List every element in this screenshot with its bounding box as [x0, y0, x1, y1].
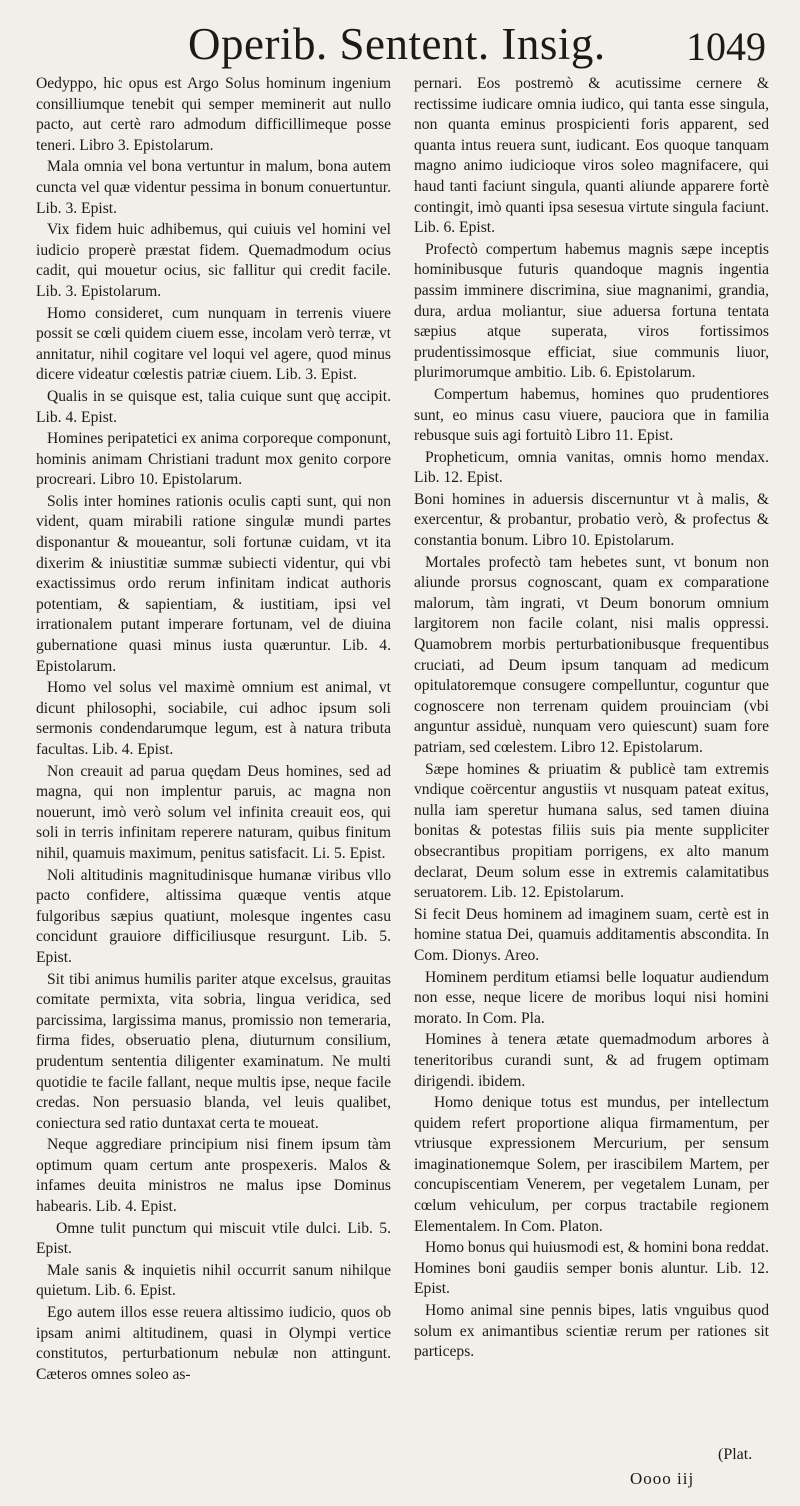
page-number: 1049	[686, 24, 766, 69]
paragraph: Homines peripatetici ex anima corporeque componunt, hominis animam Christiani tradunt mox genito corpore procreari. Libro 10. Epistolarum.	[36, 430, 391, 489]
paragraph: Mortales profectò tam hebetes sunt, vt bonum non aliunde prorsus cognoscant, quam ex comparatione malorum, tàm ingrati, vt Deum bonorum omnium largitorem non facile colant, nisi malis oppressi. Quamobrem morbis perturbationibusque frequentibus cruciati, ad Deum ipsum tanquam ad medicum opitulatoremque consugere compelluntur, coguntur que cognoscere non terrenam quidem prouinciam (vbi anguntur assiduè, nunquam vero quiescunt) suam fore patriam, sed cœlestem. Libro 12. Epistolarum.	[414, 553, 769, 756]
paragraph: Homines à tenera ætate quemadmodum arbores à teneritoribus curandi sunt, & ad frugem optimam dirigendi. ibidem.	[414, 1031, 769, 1090]
paragraph: Oedyppo, hic opus est Argo Solus hominum ingenium consilliumque tenebit qui semper meminerit aut nullo pacto, aut certè raro admodum difficillimeque posse teneri. Libro 3. Epistolarum.	[36, 75, 391, 154]
paragraph: Omne tulit punctum qui miscuit vtile dulci. Lib. 5. Epist.	[36, 1219, 391, 1258]
paragraph: Homo bonus qui huiusmodi est, & homini bona reddat. Homines boni gaudiis semper bonis aluntur. Lib. 12. Epist.	[414, 1239, 769, 1298]
signature-mark: Oooo iij	[630, 1469, 695, 1488]
paragraph: Sæpe homines & priuatim & publicè tam extremis vndique coërcentur angustiis vt nusquam pateat exitus, nulla iam speretur humana salus, sed tamen diuina bonitas & potestas filiis suis pia mente suppliciter obsecrantibus propitiam porrigens, ex alto manum declarat, Deum solum esse in extremis calamitatibus seruatorem. Lib. 12. Epistolarum.	[414, 760, 769, 902]
paragraph: Neque aggrediare principium nisi finem ipsum tàm optimum quam certum ante prospexeris. Malos & infames deuita ministros ne malus ipse Dominus habearis. Lib. 4. Epist.	[36, 1136, 391, 1216]
right-column	[414, 74, 769, 1364]
paragraph: Propheticum, omnia vanitas, omnis homo mendax. Lib. 12. Epist.	[414, 448, 769, 487]
running-title: Operib. Sentent. Insig.	[188, 19, 606, 69]
paragraph: Profectò compertum habemus magnis sæpe inceptis hominibusque futuris quandoque magnis ingentia passim imminere discrimina, siue magnanimi, grandia, dura, ardua moliantur, siue aduersa fortuna tentata sæpius atque superata, viros fortissimos prudentissimosque efficiat, siue communis liuor, plurimorumque ambitio. Lib. 6. Epistolarum.	[414, 240, 769, 382]
paragraph: Boni homines in aduersis discernuntur vt à malis, & exercentur, & probantur, probatio verò, & profectus & constantia bonum. Libro 10. Epistolarum.	[414, 490, 769, 550]
paragraph: Si fecit Deus hominem ad imaginem suam, certè est in homine statua Dei, quamuis additamentis abscondita. In Com. Dionys. Areo.	[414, 905, 769, 964]
paragraph: pernari. Eos postremò & acutissime cernere & rectissime iudicare omnia iudico, qui tanta esse singula, non quanta eminus prospicienti foris apparent, sed quanta intus reuera sunt, iudicant. Eos quoque tanquam magno animo iudicioque viros soleo magnifacere, qui haud tanti faciunt singula, quanti aliunde apparere fortè contingit, imò quanti ipsa sesesua virtute singula faciunt. Lib. 6. Epist.	[414, 75, 769, 237]
paragraph: Qualis in se quisque est, talia cuique sunt quę accipit. Lib. 4. Epist.	[36, 387, 391, 426]
paragraph: Vix fidem huic adhibemus, qui cuiuis vel homini vel iudicio properè præstat fidem. Quemadmodum ocius cadit, qui mouetur ocius, sic fallitur qui credit facile. Lib. 3. Epistolarum.	[36, 221, 391, 300]
paragraph: Compertum habemus, homines quo prudentiores sunt, eo minus casu viuere, pauciora que in familia rebusque suis agi fortuitò Libro 11. Epist.	[414, 385, 769, 445]
page-header	[0, 14, 800, 74]
paragraph: Homo animal sine pennis bipes, latis vnguibus quod solum ex animantibus scientiæ rerum per rationes sit particeps.	[414, 1302, 769, 1361]
left-column	[36, 74, 391, 1386]
paragraph: Sit tibi animus humilis pariter atque excelsus, grauitas comitate permixta, vita sobria, lingua veridica, sed parcissima, largissima manus, promissio non temeraria, firma fides, obseruatio plena, diuturnum consilium, prudentum sententia diligenter examinatum. Ne multi quotidie te facile fallant, neque multis ipse, neque facile credas. Non persuasio blanda, vel leuis qualibet, coniectura sed ratio duntaxat certa te moueat.	[36, 970, 391, 1132]
paragraph: Homo consideret, cum nunquam in terrenis viuere possit se cœli quidem ciuem esse, incolam verò terræ, vt annitatur, nihil cogitare vel loqui vel agere, quod minus dicere videatur cœlestis patriæ ciuem. Lib. 3. Epist.	[36, 304, 391, 384]
paragraph: Solis inter homines rationis oculis capti sunt, qui non vident, quam mirabili ratione singulæ mundi partes disponantur & moueantur, soli fortunæ cuidam, vt ita dixerim & iniustitiæ summæ subiecti videntur, qui vbi exactissimus ordo rerum infinitam indicat authoris potentiam, & sapientiam, & iustitiam, ipsi vel irrationalem putant imperare fortunam, vel de diuina gubernatione quasi minus iusta quæruntur. Lib. 4. Epistolarum.	[36, 492, 391, 675]
paragraph: Homo vel solus vel maximè omnium est animal, vt dicunt philosophi, sociabile, cui adhoc ipsum soli sermonis condendarumque legum, est à natura tributa facultas. Lib. 4. Epist.	[36, 679, 391, 758]
paragraph: Ego autem illos esse reuera altissimo iudicio, quos ob ipsam animi altitudinem, quasi in Olympi vertice constitutos, perturbationum nebulæ non attingunt. Cæteros omnes soleo as-	[36, 1304, 391, 1383]
paragraph: Non creauit ad parua quędam Deus homines, sed ad magna, qui non implentur paruis, ac magna non nouerunt, imò verò solum vel infinita creauit eos, qui soli in terris infinitam reperere naturam, quibus finitum nihil, quamuis maximum, penitus satisfacit. Li. 5. Epist.	[36, 762, 391, 862]
paragraph: Hominem perditum etiamsi belle loquatur audiendum non esse, neque licere de moribus loqui nisi homini morato. In Com. Pla.	[414, 968, 769, 1027]
paragraph: Male sanis & inquietis nihil occurrit sanum nihilque quietum. Lib. 6. Epist.	[36, 1261, 391, 1300]
paragraph: Mala omnia vel bona vertuntur in malum, bona autem cuncta vel quæ videntur pessima in bonum conuertuntur. Lib. 3. Epist.	[36, 158, 391, 217]
paragraph: Homo denique totus est mundus, per intellectum quidem refert proportione aliqua firmamentum, per vtriusque expressionem Mercurium, per sensum imaginationemque Solem, per irascibilem Martem, per concupiscentiam Venerem, per vegetalem Lunam, per cœlum vehiculum, per corpus tractabile regionem Elementalem. In Com. Platon.	[414, 1094, 769, 1235]
paragraph: Noli altitudinis magnitudinisque humanæ viribus vllo pacto confidere, altissima quæque ventis atque fulgoribus sæpius quatiunt, molesque ingentes casu concidunt grauiore difficiliusque resurgunt. Lib. 5. Epist.	[36, 866, 391, 966]
catchword: (Plat.	[718, 1446, 753, 1463]
